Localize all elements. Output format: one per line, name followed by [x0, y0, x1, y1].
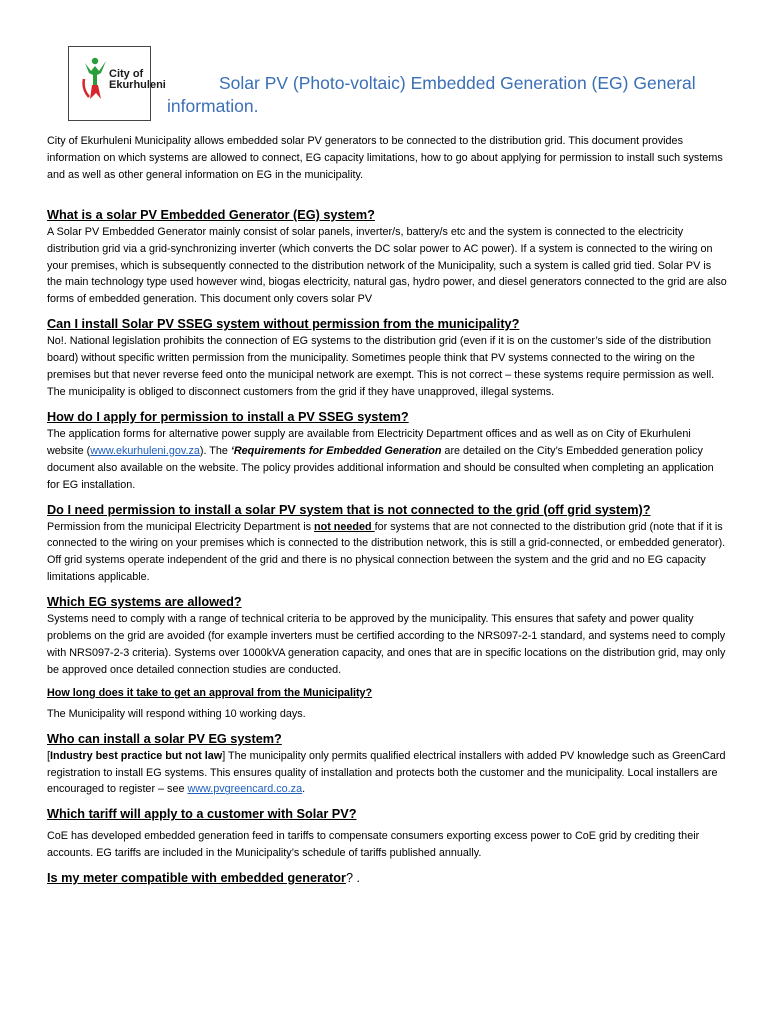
city-figure-icon	[81, 57, 111, 101]
requirements-title: ‘Requirements for Embedded Generation	[230, 444, 442, 457]
document-body	[47, 133, 727, 887]
apply-text-c: are detailed on the City’s Embedded generation policy document also available on the website. The policy provides additional information and should be consulted when completing an application for EG installation.	[47, 444, 714, 491]
logo-line2: Ekurhuleni	[109, 79, 166, 91]
apply-text-a: The application forms for alternative power supply are available from Electricity Department offices and as well as on City of Ekurhuleni website (	[47, 427, 691, 457]
heading-who-can-install: Who can install a solar PV EG system?	[47, 731, 282, 746]
paragraph-without-permission: No!. National legislation prohibits the connection of EG systems to the distribution grid (even if it is on the customer’s side of the distribution board) without specific written permission from the municipality. Sometimes people think that PV systems connected to the wiring on the premises but that never reverse feed onto the municipal network are exempt. This is not correct – these systems require permission as well. The municipality is obliged to disconnect customers from the grid if they have unapproved, illegal systems.	[47, 335, 715, 398]
off-grid-text-b: for systems that are not connected to the distribution grid (note that if it is connected to the wiring on your premises which is connected to the distribution network, this is still a grid-connected, or embedded generator). Off grid systems operate independent of the grid and there is no physical connection between the system and the grid and no EG capacity limitations applicable.	[47, 520, 726, 584]
who-text-a: ] The municipality only permits qualified electrical installers with added PV knowledge such as GreenCard registration to install EG systems. This ensures quality of installation and protects both the customer and the municipality. Local installers are encouraged to register – see	[47, 749, 726, 796]
heading-without-permission: Can I install Solar PV SSEG system without permission from the municipality?	[47, 317, 520, 332]
logo-line1: City of	[109, 68, 144, 80]
who-text-b: .	[302, 783, 306, 796]
city-logo	[68, 46, 166, 121]
title-text: Solar PV (Photo-voltaic) Embedded Generation (EG) General information.	[167, 73, 696, 116]
apply-text-b: ). The	[199, 444, 231, 457]
not-needed-emphasis: not needed	[314, 520, 375, 533]
ekurhuleni-website-link[interactable]: www.ekurhuleni.gov.za	[90, 444, 200, 457]
document-title	[167, 72, 747, 118]
meter-heading-suffix: ? .	[345, 871, 361, 886]
best-practice-emphasis: Industry best practice but not law	[50, 749, 223, 762]
bracket-open: [	[47, 749, 50, 762]
paragraph-tariff: CoE has developed embedded generation feed in tariffs to compensate consumers exporting excess power to CoE grid by crediting their accounts. EG tariffs are included in the Municipality’s schedule of tariffs published annually.	[47, 830, 700, 860]
heading-meter-compatibility	[47, 870, 727, 887]
heading-how-to-apply: How do I apply for permission to install a PV SSEG system?	[47, 409, 409, 424]
off-grid-text-a: Permission from the municipal Electricity Department is	[47, 520, 315, 533]
paragraph-off-grid	[47, 519, 727, 587]
intro-paragraph: City of Ekurhuleni Municipality allows embedded solar PV generators to be connected to the distribution grid. This document provides information on which systems are allowed to connect, EG capacity limitations, how to go about applying for permission to install such systems and as well as other general information on EG in the municipality.	[47, 135, 723, 181]
pvgreencard-link[interactable]: www.pvgreencard.co.za	[187, 783, 303, 796]
heading-tariff: Which tariff will apply to a customer with Solar PV?	[47, 807, 357, 822]
paragraph-how-to-apply	[47, 426, 727, 494]
heading-approval-time: How long does it take to get an approval from the Municipality?	[47, 686, 373, 699]
paragraph-who-can-install	[47, 748, 727, 799]
logo-text	[109, 69, 166, 91]
paragraph-what-is-eg: A Solar PV Embedded Generator mainly consist of solar panels, inverter/s, battery/s etc and the system is connected to the electricity distribution grid via a grid-synchronizing inverter (which converts the DC solar power to AC power). If a system is connected to the wiring on your premises, which is subsequently connected to the distribution network of the Municipality, such a system is called grid tied. Solar PV is the main technology type used however wind, biogas electricity, natural gas, hydro power, and diesel generators connected to the grid are also forms of embedded generation. This document only covers solar PV	[47, 225, 727, 306]
paragraph-allowed-systems: Systems need to comply with a range of technical criteria to be approved by the municipality. This ensures that safety and power quality problems on the grid are avoided (for example inverters must be certified according to the NRS097-2-1 standard, and systems need to comply with NRS097-2-3 criteria). Systems over 1000kVA generation capacity, and ones that are in specific locations on the distribution grid, may only be approved once detailed connection studies are conducted.	[47, 613, 726, 676]
meter-heading-text: Is my meter compatible with embedded generator	[47, 871, 346, 886]
heading-what-is-eg: What is a solar PV Embedded Generator (EG) system?	[47, 207, 375, 222]
heading-allowed-systems: Which EG systems are allowed?	[47, 595, 242, 610]
heading-off-grid: Do I need permission to install a solar PV system that is not connected to the grid (off grid system)?	[47, 502, 651, 517]
paragraph-approval-time: The Municipality will respond withing 10 working days.	[47, 707, 306, 720]
